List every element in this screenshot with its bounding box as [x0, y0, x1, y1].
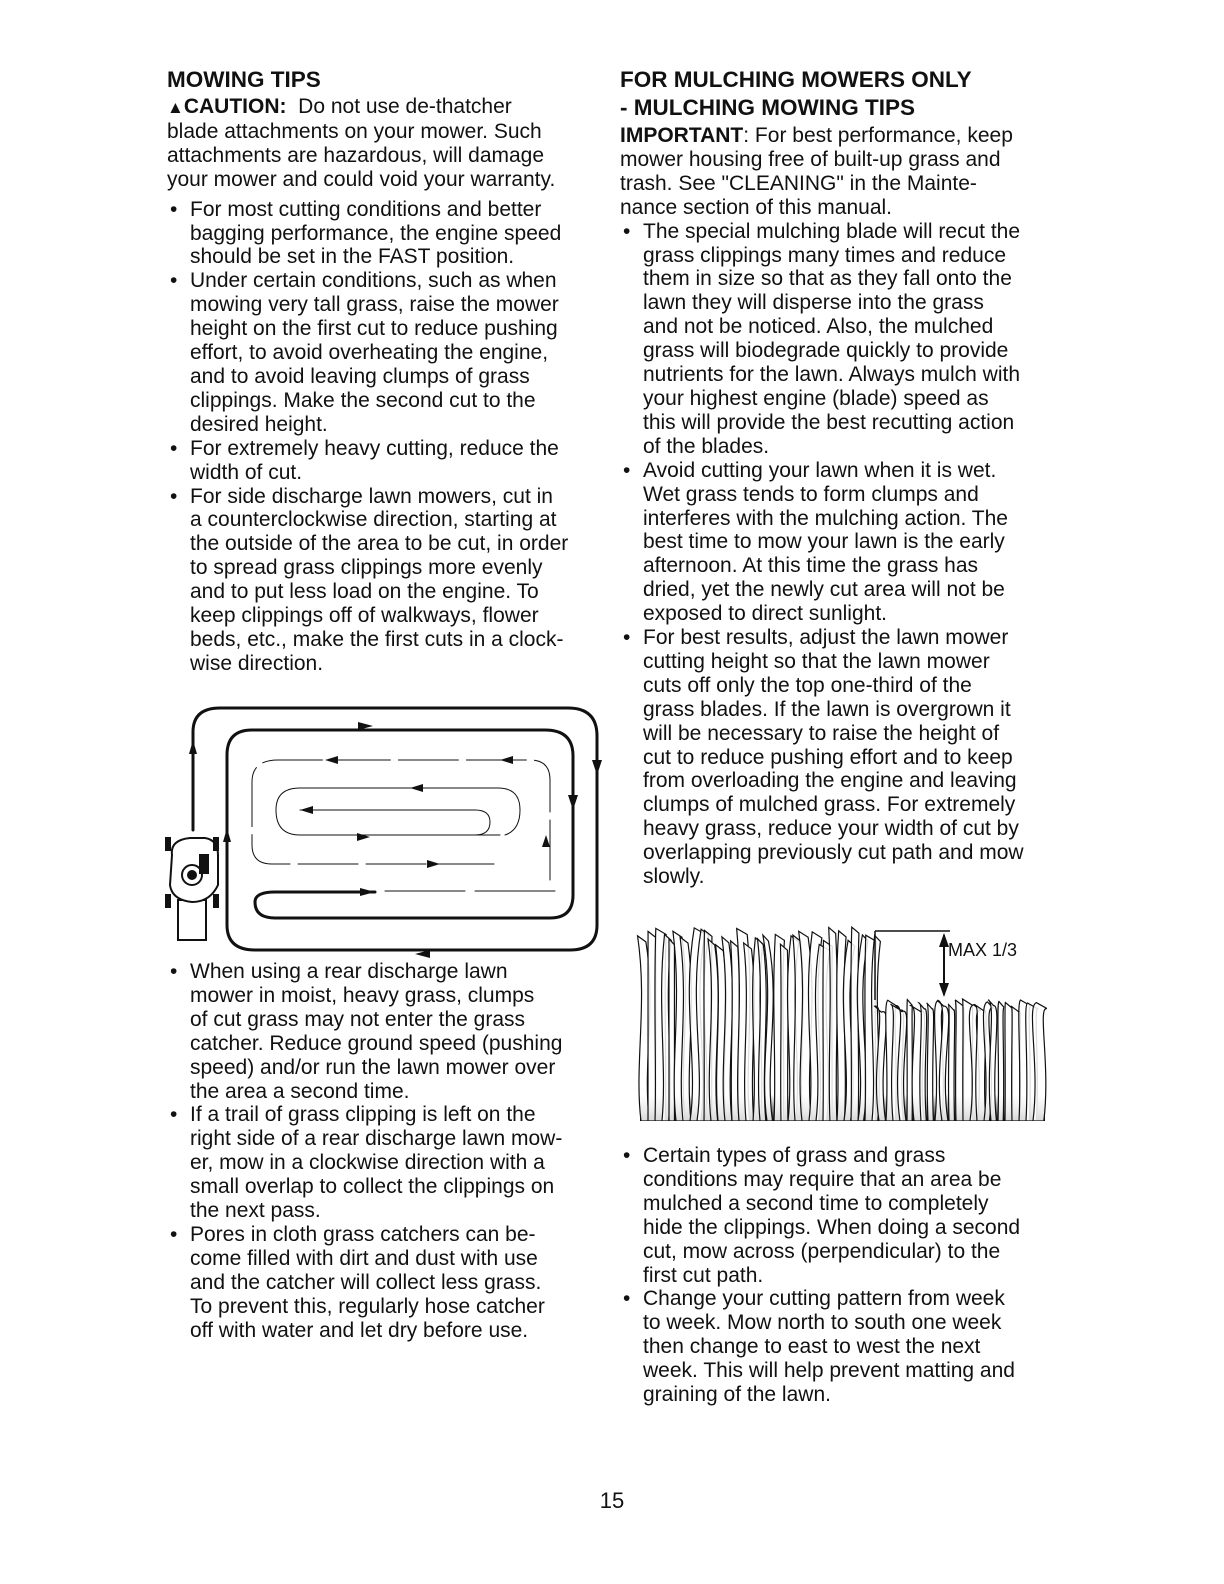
- text-line: To prevent this, regularly hose catcher: [190, 1294, 545, 1318]
- text-line: conditions may require that an area be: [643, 1167, 1002, 1191]
- text-line: Under certain conditions, such as when: [190, 269, 557, 293]
- outer-path: [193, 708, 597, 950]
- text-line: For side discharge lawn mowers, cut in: [190, 484, 553, 508]
- second-cut-list: [620, 1144, 1060, 1407]
- page-number: 15: [599, 1488, 625, 1513]
- bullet-icon: •: [170, 484, 178, 508]
- text-line: the area a second time.: [190, 1079, 410, 1103]
- bullet-icon: •: [623, 219, 631, 243]
- text-line: and to avoid leaving clumps of grass: [190, 364, 530, 388]
- text-line: clippings. Make the second cut to the: [190, 388, 536, 412]
- mowing-pattern-diagram: [160, 670, 610, 960]
- list-item: [167, 1103, 607, 1223]
- text-line: desired height.: [190, 412, 328, 436]
- text-line: mower in moist, heavy grass, clumps: [190, 983, 535, 1007]
- text-line: attachments are hazardous, will damage: [167, 143, 545, 167]
- mulching-tips-list: [620, 220, 1060, 889]
- text-line: this will provide the best recutting action: [643, 410, 1015, 434]
- third-path: [252, 760, 550, 880]
- text-line: trash. See "CLEANING" in the Mainte-: [620, 171, 977, 195]
- text-line: Avoid cutting your lawn when it is wet.: [643, 458, 997, 482]
- text-line: of cut grass may not enter the grass: [190, 1007, 525, 1031]
- list-item: [167, 269, 607, 436]
- text-line: clumps of mulched grass. For extremely: [643, 793, 1016, 817]
- text-line: to spread grass clippings more evenly: [190, 556, 543, 580]
- text-line: and to put less load on the engine. To: [190, 580, 539, 604]
- text-line: your mower and could void your warranty.: [167, 167, 556, 191]
- right-column-lower: [620, 1144, 1060, 1407]
- grass-blade: [829, 927, 837, 1121]
- text-line: hide the clippings. When doing a second: [643, 1215, 1021, 1239]
- text-line: the outside of the area to be cut, in order: [190, 532, 569, 556]
- grass-blade: [948, 1004, 955, 1121]
- right-column: [620, 66, 1060, 889]
- text-line: cuts off only the top one-third of the: [643, 673, 972, 697]
- text-line: nutrients for the lawn. Always mulch with: [643, 363, 1020, 387]
- text-line: wise direction.: [190, 651, 324, 675]
- text-line: week. This will help prevent matting and: [643, 1359, 1015, 1383]
- text-line: Wet grass tends to form clumps and: [643, 482, 979, 506]
- bullet-icon: •: [623, 1144, 631, 1167]
- bullet-icon: •: [170, 1222, 178, 1246]
- caution-paragraph: [167, 120, 607, 192]
- text-line: catcher. Reduce ground speed (pushing: [190, 1031, 563, 1055]
- list-item: [167, 1223, 607, 1343]
- bullet-icon: •: [170, 960, 178, 983]
- text-line: Pores in cloth grass catchers can be-: [190, 1222, 536, 1246]
- list-item: [620, 626, 1060, 889]
- text-line: should be set in the FAST position.: [190, 245, 515, 269]
- grass-cut-height-illustration: [635, 905, 1047, 1121]
- text-line: height on the first cut to reduce pushing: [190, 317, 558, 341]
- text-line: slowly.: [643, 865, 705, 889]
- text-line: overlapping previously cut path and mow: [643, 841, 1024, 865]
- text-line: keep clippings off of walkways, flower: [190, 604, 539, 628]
- mulching-heading: [620, 66, 1060, 122]
- text-line: Change your cutting pattern from week: [643, 1287, 1005, 1311]
- list-item: [620, 1144, 1060, 1287]
- text-line: width of cut.: [190, 460, 303, 484]
- rear-discharge-list: [167, 960, 607, 1343]
- important-text: : For best performance, keep: [743, 124, 1013, 147]
- bullet-icon: •: [170, 197, 178, 221]
- warning-triangle-icon: ▲: [167, 98, 184, 117]
- text-line: mowing very tall grass, raise the mower: [190, 293, 559, 317]
- grass-blade: [780, 944, 788, 1121]
- text-line: from overloading the engine and leaving: [643, 769, 1017, 793]
- text-line: Certain types of grass and grass: [643, 1144, 946, 1167]
- bullet-icon: •: [623, 458, 631, 482]
- caution-line: [167, 95, 607, 120]
- text-line: For best results, adjust the lawn mower: [643, 626, 1009, 650]
- text-line: off with water and let dry before use.: [190, 1318, 529, 1342]
- list-item: [167, 198, 607, 270]
- text-line: the next pass.: [190, 1199, 321, 1223]
- important-line: [620, 124, 1060, 148]
- grass-blade: [669, 939, 674, 1121]
- text-line: heavy grass, reduce your width of cut by: [643, 817, 1019, 841]
- grass-blade: [998, 1001, 1004, 1121]
- list-item: [620, 459, 1060, 626]
- grass-blade: [927, 1003, 934, 1121]
- text-line: cutting height so that the lawn mower: [643, 649, 990, 673]
- text-line: exposed to direct sunlight.: [643, 602, 887, 626]
- bullet-icon: •: [170, 1103, 178, 1127]
- text-line: nance section of this manual.: [620, 195, 892, 219]
- mowing-tips-heading: MOWING TIPS: [167, 67, 321, 92]
- text-line: graining of the lawn.: [643, 1383, 831, 1407]
- caution-label: CAUTION:: [183, 95, 287, 118]
- grass-blade: [1032, 1003, 1047, 1121]
- text-line: right side of a rear discharge lawn mow-: [190, 1127, 563, 1151]
- text-line: mower housing free of built-up grass and: [620, 147, 1001, 171]
- direction-arrow-icons: [189, 722, 602, 958]
- text-line: speed) and/or run the lawn mower over: [190, 1055, 556, 1079]
- text-line: blade attachments on your mower. Such: [167, 119, 542, 143]
- text-line: to week. Mow north to south one week: [643, 1311, 1002, 1335]
- text-line: For most cutting conditions and better: [190, 197, 542, 221]
- text-line: effort, to avoid overheating the engine,: [190, 341, 549, 365]
- text-line: them in size so that as they fall onto the: [643, 267, 1012, 291]
- bullet-icon: •: [623, 626, 631, 650]
- text-line: a counterclockwise direction, starting at: [190, 508, 557, 532]
- text-line: When using a rear discharge lawn: [190, 960, 508, 983]
- text-line: your highest engine (blade) speed as: [643, 386, 989, 410]
- list-item: [620, 1287, 1060, 1407]
- text-line: interferes with the mulching action. The: [643, 506, 1008, 530]
- lawn-mower-icon: [166, 838, 218, 940]
- text-line: If a trail of grass clipping is left on the: [190, 1103, 536, 1127]
- bullet-icon: •: [170, 269, 178, 293]
- text-line: come filled with dirt and dust with use: [190, 1246, 538, 1270]
- text-line: first cut path.: [643, 1263, 764, 1287]
- max-one-third-label: MAX 1/3: [948, 940, 1018, 960]
- caution-text: Do not use de-thatcher: [298, 95, 512, 118]
- text-line: - MULCHING MOWING TIPS: [620, 95, 915, 120]
- text-line: dried, yet the newly cut area will not be: [643, 578, 1005, 602]
- text-line: cut to reduce pushing effort and to keep: [643, 745, 1013, 769]
- text-line: grass blades. If the lawn is overgrown it: [643, 697, 1011, 721]
- text-line: For extremely heavy cutting, reduce the: [190, 436, 559, 460]
- text-line: and the catcher will collect less grass.: [190, 1270, 542, 1294]
- text-line: afternoon. At this time the grass has: [643, 554, 979, 578]
- text-line: small overlap to collect the clippings on: [190, 1175, 555, 1199]
- text-line: of the blades.: [643, 434, 770, 458]
- text-line: then change to east to west the next: [643, 1335, 981, 1359]
- list-item: [167, 485, 607, 676]
- text-line: mulched a second time to completely: [643, 1191, 989, 1215]
- grass-blade: [907, 1000, 913, 1121]
- text-line: bagging performance, the engine speed: [190, 221, 562, 245]
- text-line: The special mulching blade will recut the: [643, 219, 1021, 243]
- text-line: best time to mow your lawn is the early: [643, 530, 1005, 554]
- text-line: er, mow in a clockwise direction with a: [190, 1151, 545, 1175]
- text-line: FOR MULCHING MOWERS ONLY: [620, 67, 972, 92]
- text-line: beds, etc., make the first cuts in a clock-: [190, 627, 564, 651]
- text-line: grass will biodegrade quickly to provide: [643, 339, 1009, 363]
- important-paragraph: [620, 148, 1060, 220]
- list-item: [167, 960, 607, 1103]
- text-line: cut, mow across (perpendicular) to the: [643, 1239, 1001, 1263]
- text-line: and not be noticed. Also, the mulched: [643, 315, 994, 339]
- list-item: [620, 220, 1060, 459]
- text-line: grass clippings many times and reduce: [643, 243, 1007, 267]
- bullet-icon: •: [170, 436, 178, 460]
- text-line: will be necessary to raise the height of: [643, 721, 1000, 745]
- left-column: [167, 66, 607, 676]
- text-line: lawn they will disperse into the grass: [643, 291, 984, 315]
- mowing-tips-list: [167, 198, 607, 676]
- inner-path: [300, 810, 490, 835]
- list-item: [167, 437, 607, 485]
- bullet-icon: •: [623, 1287, 631, 1311]
- left-column-lower: [167, 960, 607, 1343]
- important-label: IMPORTANT: [620, 124, 744, 147]
